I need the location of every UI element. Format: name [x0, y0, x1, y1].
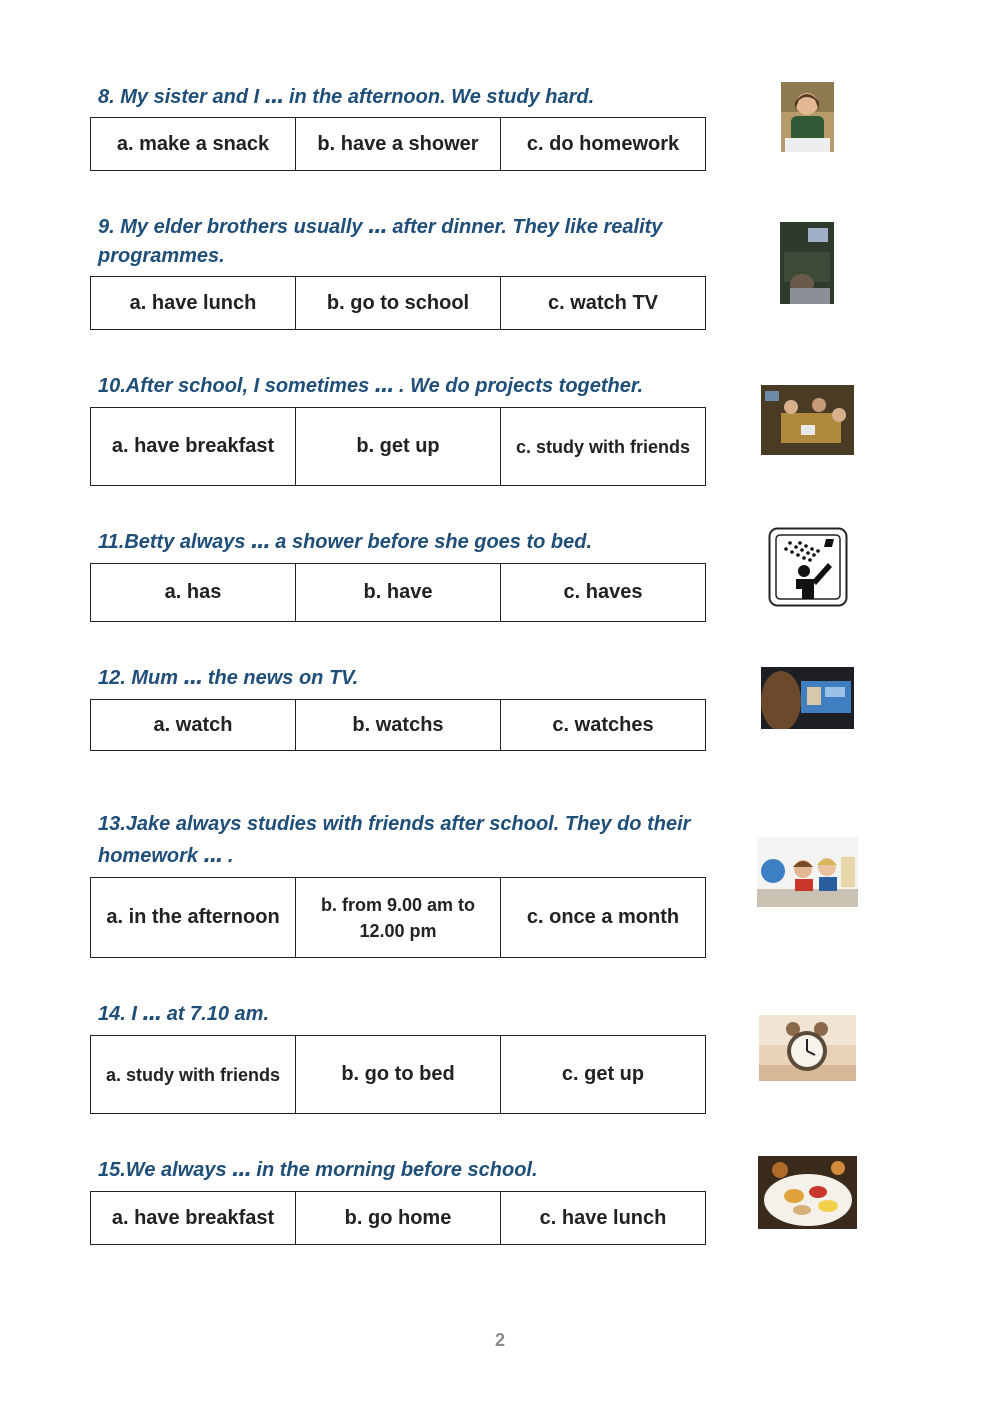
option-a[interactable]: a. has — [91, 564, 296, 622]
option-a[interactable]: a. study with friends — [91, 1036, 296, 1114]
question-12: 12. Mum ... the news on TV. — [98, 660, 359, 690]
option-c[interactable]: c. do homework — [501, 118, 706, 171]
question-11: 11.Betty always ... a shower before she goes to bed. — [98, 524, 593, 554]
option-a[interactable]: a. make a snack — [91, 118, 296, 171]
girl-doing-homework-photo — [781, 82, 834, 152]
option-a[interactable]: a. have breakfast — [91, 1192, 296, 1245]
options-table-11 — [90, 563, 706, 622]
person-watching-tv-photo — [780, 222, 834, 304]
option-c[interactable]: c. get up — [501, 1036, 706, 1114]
option-a[interactable]: a. in the afternoon — [91, 878, 296, 958]
options-table-8 — [90, 117, 706, 171]
option-b[interactable]: b. watchs — [296, 700, 501, 751]
option-c[interactable]: c. once a month — [501, 878, 706, 958]
page-number: 2 — [494, 1330, 505, 1350]
shower-pictogram-icon — [768, 527, 848, 607]
option-c[interactable]: c. have lunch — [501, 1192, 706, 1245]
option-b[interactable]: b. go to school — [296, 277, 501, 330]
options-table-13 — [90, 877, 706, 958]
question-15: 15.We always ... in the morning before school. — [98, 1152, 538, 1182]
option-a[interactable]: a. have lunch — [91, 277, 296, 330]
option-b[interactable]: b. have — [296, 564, 501, 622]
options-table-14 — [90, 1035, 706, 1114]
kids-with-globe-photo — [757, 837, 858, 907]
option-b[interactable]: b. from 9.00 am to 12.00 pm — [296, 878, 501, 958]
breakfast-plate-photo — [758, 1156, 857, 1229]
option-b[interactable]: b. get up — [296, 408, 501, 486]
option-b[interactable]: b. have a shower — [296, 118, 501, 171]
option-a[interactable]: a. watch — [91, 700, 296, 751]
question-8: 8. My sister and I ... in the afternoon. We study hard. — [98, 79, 595, 109]
option-c[interactable]: c. haves — [501, 564, 706, 622]
students-studying-together-photo — [761, 385, 854, 455]
question-10: 10.After school, I sometimes ... . We do projects together. — [98, 368, 644, 398]
option-b[interactable]: b. go home — [296, 1192, 501, 1245]
question-13: 13.Jake always studies with friends after school. They do their homework ... . — [98, 813, 691, 868]
option-a[interactable]: a. have breakfast — [91, 408, 296, 486]
options-table-10 — [90, 407, 706, 486]
alarm-clock-photo — [759, 1015, 856, 1081]
options-table-12 — [90, 699, 706, 751]
option-c[interactable]: c. study with friends — [501, 408, 706, 486]
options-table-9 — [90, 276, 706, 330]
option-c[interactable]: c. watch TV — [501, 277, 706, 330]
question-9: 9. My elder brothers usually ... after dinner. They like reality programmes. — [98, 209, 663, 267]
question-14: 14. I ... at 7.10 am. — [98, 996, 269, 1026]
woman-watching-news-photo — [761, 667, 854, 729]
options-table-15 — [90, 1191, 706, 1245]
option-c[interactable]: c. watches — [501, 700, 706, 751]
option-b[interactable]: b. go to bed — [296, 1036, 501, 1114]
